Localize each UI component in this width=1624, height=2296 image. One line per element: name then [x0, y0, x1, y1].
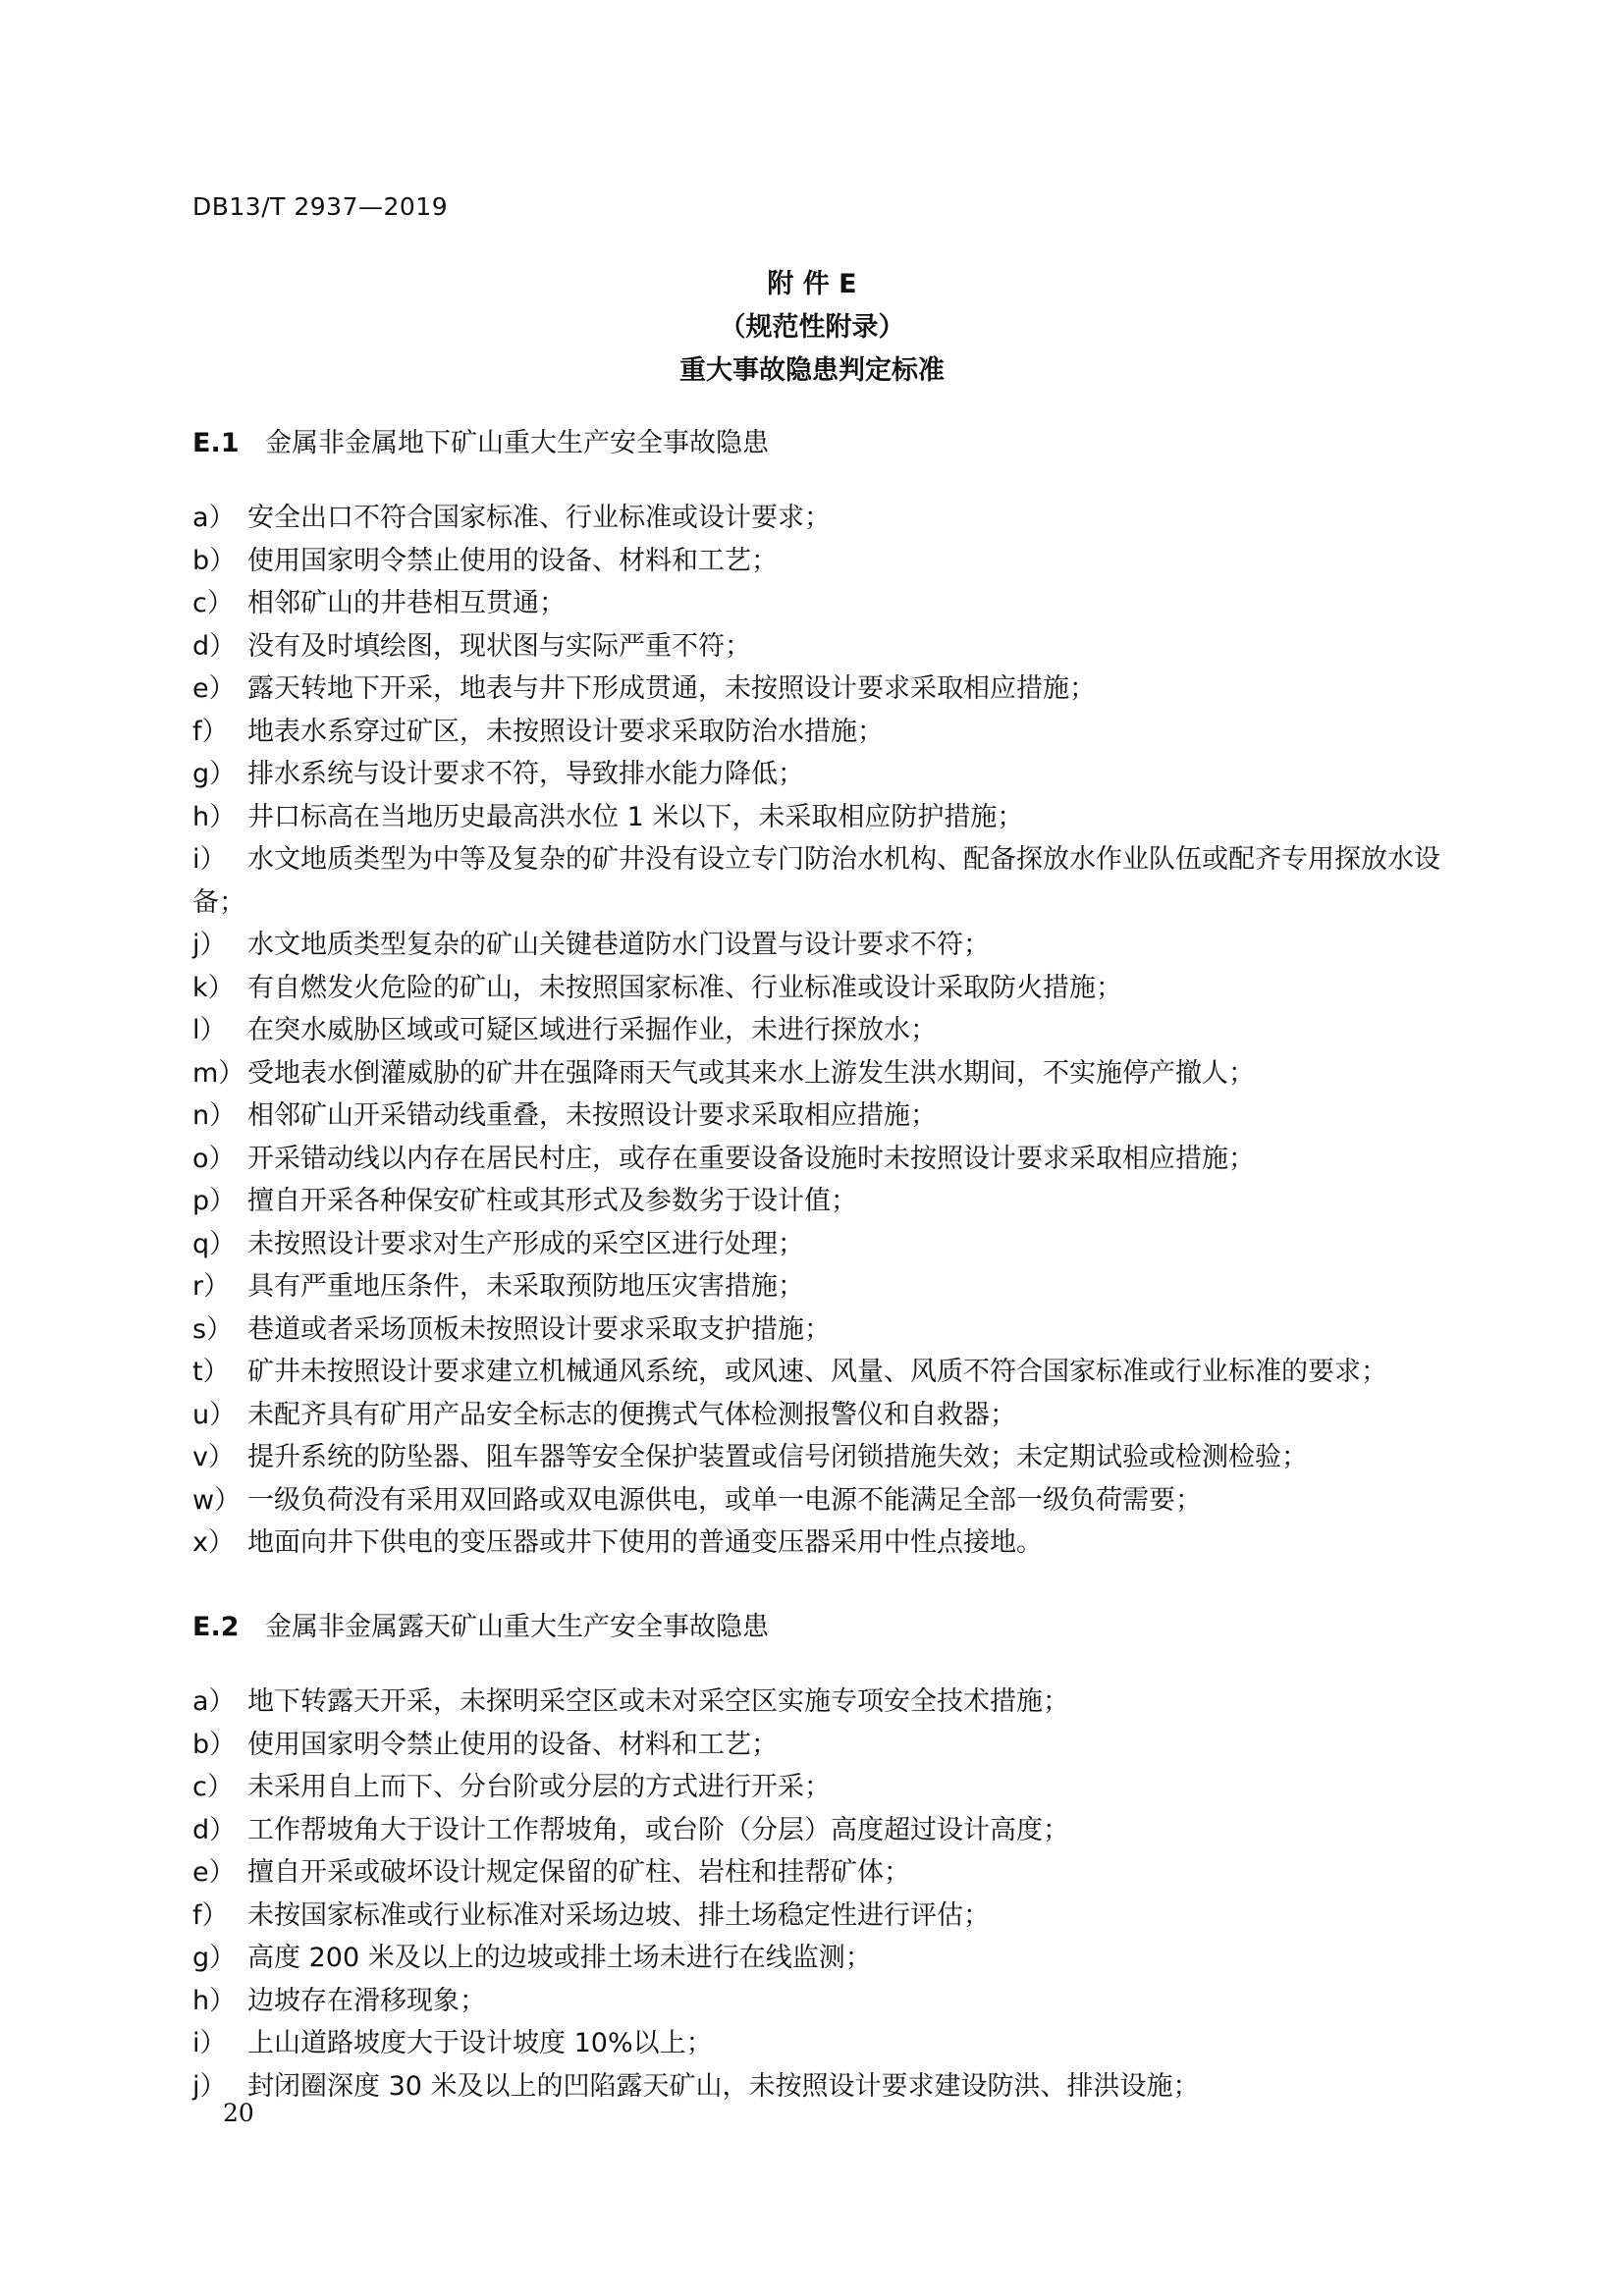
- list-item-marker: e）: [192, 1857, 236, 1888]
- list-item-marker: a）: [192, 503, 236, 533]
- list-item-marker: i）: [192, 2028, 227, 2058]
- list-item-text: 提升系统的防坠器、阻车器等安全保护装置或信号闭锁措施失效；未定期试验或检测检验；: [247, 1442, 1308, 1472]
- list-item: [192, 796, 1469, 839]
- list-item-marker: f）: [192, 1899, 229, 1931]
- list-item: [192, 1095, 1469, 1138]
- section-number: E.2: [192, 1612, 240, 1642]
- section-e1-list: [192, 497, 1469, 1565]
- list-item: [192, 1895, 1469, 1938]
- list-item: [192, 967, 1469, 1010]
- appendix-title: 重大事故隐患判定标准: [679, 355, 945, 386]
- appendix-label: 附 件 E: [767, 269, 857, 299]
- list-item: [192, 2065, 1469, 2109]
- list-item-text: 没有及时填绘图，现状图与实际严重不符；: [247, 630, 751, 662]
- list-item-text: 水文地质类型复杂的矿山关键巷道防水门设置与设计要求不符；: [247, 930, 990, 960]
- list-item: [192, 1265, 1469, 1308]
- list-item-marker: g）: [192, 759, 237, 789]
- list-item-text: 未按照设计要求对生产形成的采空区进行处理；: [247, 1228, 804, 1259]
- list-item-text: 高度 200 米及以上的边坡或排土场未进行在线监测；: [247, 1943, 872, 1973]
- list-item-text: 在突水威胁区域或可疑区域进行采掘作业，未进行探放水；: [247, 1015, 937, 1045]
- list-item-marker: v）: [192, 1442, 235, 1472]
- list-item: [192, 1980, 1469, 2023]
- list-item: [192, 1138, 1469, 1181]
- list-item: [192, 540, 1469, 583]
- list-item-text: 未配齐具有矿用产品安全标志的便携式气体检测报警仪和自救器；: [247, 1399, 1016, 1430]
- list-item-marker: s）: [192, 1313, 234, 1345]
- list-item-text: 地下转露天开采，未探明采空区或未对采空区实施专项安全技术措施；: [247, 1686, 1069, 1717]
- list-item-marker: m）: [192, 1057, 245, 1089]
- list-item-marker: t）: [192, 1357, 230, 1387]
- list-item-text: 排水系统与设计要求不符，导致排水能力降低；: [247, 759, 804, 789]
- list-item: [192, 1436, 1469, 1479]
- list-item-marker: d）: [192, 630, 237, 662]
- list-item: [192, 1308, 1469, 1352]
- list-item: [192, 1052, 1469, 1095]
- list-item-marker: a）: [192, 1686, 236, 1717]
- list-item-marker: k）: [192, 972, 235, 1003]
- list-item-text: 受地表水倒灌威胁的矿井在强降雨天气或其来水上游发生洪水期间，不实施停产撤人；: [247, 1057, 1255, 1089]
- document-code: DB13/T 2937—2019: [192, 192, 449, 221]
- list-item-text: 使用国家明令禁止使用的设备、材料和工艺；: [247, 1729, 778, 1760]
- list-item: [192, 1479, 1469, 1522]
- section-title: 金属非金属地下矿山重大生产安全事故隐患: [265, 428, 769, 458]
- list-item-marker: j）: [192, 930, 227, 960]
- list-item-marker: r）: [192, 1271, 231, 1302]
- list-item-text: 工作帮坡角大于设计工作帮坡角，或台阶（分层）高度超过设计高度；: [247, 1814, 1069, 1845]
- list-item-marker: g）: [192, 1943, 237, 1973]
- list-item-text: 擅自开采或破坏设计规定保留的矿柱、岩柱和挂帮矿体；: [247, 1857, 910, 1888]
- list-item-text: 上山道路坡度大于设计坡度 10%以上；: [247, 2028, 713, 2058]
- list-item-text: 封闭圈深度 30 米及以上的凹陷露天矿山，未按照设计要求建设防洪、排洪设施；: [247, 2070, 1200, 2102]
- list-item-text: 露天转地下开采，地表与井下形成贯通，未按照设计要求采取相应措施；: [247, 673, 1096, 704]
- list-item: [192, 1681, 1469, 1724]
- list-item-marker: w）: [192, 1484, 242, 1516]
- list-item: [192, 1724, 1469, 1767]
- list-item: [192, 924, 1469, 967]
- list-item: [192, 1937, 1469, 1980]
- list-item: [192, 1009, 1469, 1052]
- list-item-text: 巷道或者采场顶板未按照设计要求采取支护措施；: [247, 1313, 831, 1345]
- list-item-text: 井口标高在当地历史最高洪水位 1 米以下，未采取相应防护措施；: [247, 801, 1024, 832]
- section-heading-e1: [192, 422, 769, 465]
- list-item-marker: j）: [192, 2070, 227, 2102]
- list-item-text: 边坡存在滑移现象；: [247, 1985, 486, 2016]
- list-item-text: 擅自开采各种保安矿柱或其形式及参数劣于设计值；: [247, 1186, 857, 1216]
- list-item-text: 未采用自上而下、分台阶或分层的方式进行开采；: [247, 1772, 831, 1802]
- list-item: [192, 582, 1469, 625]
- list-item: [192, 1522, 1469, 1565]
- section-heading-e2: [192, 1606, 769, 1649]
- list-item-marker: f）: [192, 716, 229, 747]
- list-item-marker: e）: [192, 673, 236, 704]
- list-item-marker: b）: [192, 1729, 237, 1760]
- list-item-text: 地表水系穿过矿区，未按照设计要求采取防治水措施；: [247, 716, 884, 747]
- list-item-text: 安全出口不符合国家标准、行业标准或设计要求；: [247, 503, 831, 533]
- list-item-text: 一级负荷没有采用双回路或双电源供电，或单一电源不能满足全部一级负荷需要；: [247, 1484, 1202, 1516]
- list-item: [192, 2022, 1469, 2065]
- list-item-text: 开采错动线以内存在居民村庄，或存在重要设备设施时未按照设计要求采取相应措施；: [247, 1143, 1255, 1174]
- list-item-marker: i）: [192, 844, 227, 875]
- list-item-marker: h）: [192, 1985, 237, 2016]
- list-item: [192, 1394, 1469, 1437]
- list-item-marker: d）: [192, 1814, 237, 1845]
- section-number: E.1: [192, 428, 240, 458]
- list-item: [192, 497, 1469, 540]
- list-item-text: 水文地质类型为中等及复杂的矿井没有设立专门防治水机构、配备探放水作业队伍或配齐专用探放水设备；: [192, 844, 1440, 918]
- list-item: [192, 711, 1469, 754]
- list-item-marker: n）: [192, 1100, 237, 1131]
- list-item: [192, 1223, 1469, 1266]
- list-item: [192, 625, 1469, 668]
- list-item-text: 地面向井下供电的变压器或井下使用的普通变压器采用中性点接地。: [247, 1527, 1043, 1558]
- list-item-marker: l）: [192, 1015, 227, 1045]
- list-item-marker: o）: [192, 1143, 236, 1174]
- list-item-text: 有自燃发火危险的矿山，未按照国家标准、行业标准或设计采取防火措施；: [247, 972, 1122, 1003]
- appendix-type: （规范性附录）: [719, 312, 905, 343]
- list-item: [192, 1851, 1469, 1895]
- list-item: [192, 1766, 1469, 1809]
- section-e2-list: [192, 1681, 1469, 2108]
- list-item-marker: x）: [192, 1527, 235, 1558]
- list-item: [192, 838, 1469, 924]
- list-item-text: 使用国家明令禁止使用的设备、材料和工艺；: [247, 545, 778, 576]
- list-item-marker: c）: [192, 588, 234, 618]
- list-item: [192, 1351, 1469, 1394]
- list-item-marker: b）: [192, 545, 237, 576]
- list-item: [192, 1809, 1469, 1852]
- list-item-text: 具有严重地压条件，未采取预防地压灾害措施；: [247, 1271, 804, 1302]
- list-item: [192, 753, 1469, 796]
- list-item-marker: c）: [192, 1772, 234, 1802]
- list-item: [192, 667, 1469, 711]
- list-item-marker: p）: [192, 1186, 237, 1216]
- list-item-text: 相邻矿山开采错动线重叠，未按照设计要求采取相应措施；: [247, 1100, 937, 1131]
- list-item-text: 矿井未按照设计要求建立机械通风系统，或风速、风量、风质不符合国家标准或行业标准的要求；: [247, 1357, 1387, 1387]
- list-item-marker: h）: [192, 801, 237, 832]
- list-item-text: 相邻矿山的井巷相互贯通；: [247, 588, 566, 618]
- list-item-text: 未按国家标准或行业标准对采场边坡、排土场稳定性进行评估；: [247, 1899, 990, 1931]
- page-number: 20: [223, 2099, 254, 2127]
- appendix-title-block: [0, 263, 1624, 393]
- section-title: 金属非金属露天矿山重大生产安全事故隐患: [265, 1612, 769, 1642]
- list-item: [192, 1180, 1469, 1223]
- list-item-marker: q）: [192, 1228, 237, 1259]
- list-item-marker: u）: [192, 1399, 237, 1430]
